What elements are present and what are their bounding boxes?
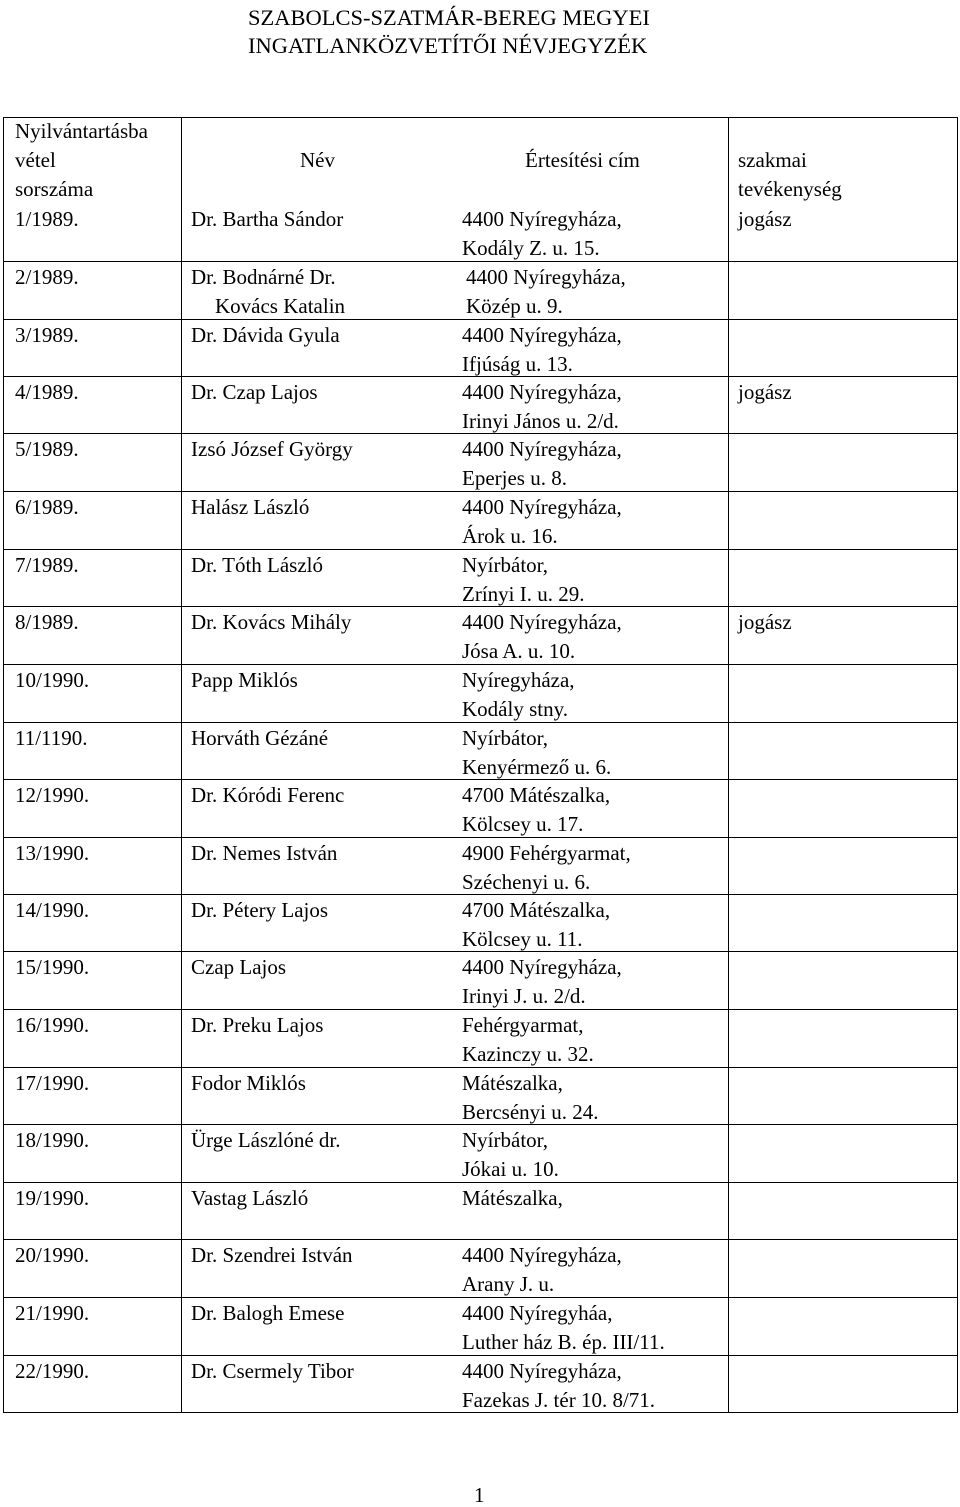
row-number: 17/1990. — [15, 1071, 90, 1095]
row-divider — [4, 1297, 957, 1298]
row-divider — [4, 376, 957, 377]
row-address: 4400 Nyíregyháza, — [462, 610, 622, 634]
row-profession: jogász — [738, 207, 792, 231]
row-address: Irinyi János u. 2/d. — [462, 409, 619, 433]
row-number: 19/1990. — [15, 1186, 90, 1210]
row-divider — [4, 549, 957, 550]
row-divider — [4, 664, 957, 665]
row-divider — [4, 319, 957, 320]
row-divider — [4, 951, 957, 952]
row-address: Nyíregyháza, — [462, 668, 575, 692]
row-address: Ifjúság u. 13. — [462, 352, 573, 376]
row-divider — [4, 1182, 957, 1183]
row-number: 15/1990. — [15, 955, 90, 979]
row-number: 21/1990. — [15, 1301, 90, 1325]
row-divider — [4, 779, 957, 780]
row-number: 10/1990. — [15, 668, 90, 692]
row-name: Czap Lajos — [191, 955, 287, 979]
row-divider — [4, 433, 957, 434]
row-address: Arany J. u. — [462, 1272, 555, 1296]
row-divider — [4, 1124, 957, 1125]
row-divider — [4, 1355, 957, 1356]
row-address: Nyírbátor, — [462, 726, 549, 750]
row-number: 8/1989. — [15, 610, 79, 634]
row-name: Dr. Tóth László — [191, 553, 324, 577]
row-number: 18/1990. — [15, 1128, 90, 1152]
row-name: Ürge Lászlóné dr. — [191, 1128, 341, 1152]
row-number: 16/1990. — [15, 1013, 90, 1037]
row-address: 4400 Nyíregyháza, — [462, 207, 622, 231]
row-name: Dr. Kovács Mihály — [191, 610, 352, 634]
row-profession: jogász — [738, 610, 792, 634]
row-name: Dr. Bartha Sándor — [191, 207, 344, 231]
row-name: Papp Miklós — [191, 668, 298, 692]
row-divider — [4, 1067, 957, 1068]
row-address: 4900 Fehérgyarmat, — [462, 841, 631, 865]
header-registration-number: Nyilvántartásba — [15, 119, 148, 143]
page-title — [248, 4, 650, 60]
row-address: Bercsényi u. 24. — [462, 1100, 599, 1124]
row-address: 4700 Mátészalka, — [462, 783, 611, 807]
row-name: Dr. Preku Lajos — [191, 1013, 324, 1037]
row-name: Dr. Kóródi Ferenc — [191, 783, 345, 807]
registry-table — [3, 117, 958, 1413]
row-number: 13/1990. — [15, 841, 90, 865]
title-line-1: SZABOLCS-SZATMÁR-BEREG MEGYEI — [248, 5, 650, 30]
row-number: 22/1990. — [15, 1359, 90, 1383]
row-number: 2/1989. — [15, 265, 79, 289]
row-address: Luther ház B. ép. III/11. — [462, 1330, 665, 1354]
row-address: Széchenyi u. 6. — [462, 870, 591, 894]
row-address: Kazinczy u. 32. — [462, 1042, 594, 1066]
row-name: Dr. Csermely Tibor — [191, 1359, 354, 1383]
header-address: Értesítési cím — [525, 148, 640, 172]
row-address: Fehérgyarmat, — [462, 1013, 584, 1037]
row-address: Nyírbátor, — [462, 553, 549, 577]
row-address: Irinyi J. u. 2/d. — [462, 984, 586, 1008]
row-number: 14/1990. — [15, 898, 90, 922]
row-divider — [4, 1239, 957, 1240]
header-name: Név — [300, 148, 335, 172]
row-number: 20/1990. — [15, 1243, 90, 1267]
row-address: 4400 Nyíregyháza, — [462, 1243, 622, 1267]
row-address: 4700 Mátészalka, — [462, 898, 611, 922]
row-address: Kölcsey u. 17. — [462, 812, 584, 836]
row-address: Kölcsey u. 11. — [462, 927, 583, 951]
row-address: Kenyérmező u. 6. — [462, 755, 612, 779]
row-address: Mátészalka, — [462, 1186, 563, 1210]
row-name: Horváth Gézáné — [191, 726, 329, 750]
row-address: Fazekas J. tér 10. 8/71. — [462, 1388, 656, 1412]
row-name: Vastag László — [191, 1186, 309, 1210]
header-registration-number: sorszáma — [15, 177, 94, 201]
row-name: Dr. Szendrei István — [191, 1243, 353, 1267]
header-registration-number: vétel — [15, 148, 56, 172]
row-divider — [4, 261, 957, 262]
row-name: Dr. Czap Lajos — [191, 380, 318, 404]
row-name: Izsó József György — [191, 437, 353, 461]
row-address: 4400 Nyíregyháza, — [466, 265, 626, 289]
row-address: Jósa A. u. 10. — [462, 639, 576, 663]
row-divider — [4, 722, 957, 723]
row-number: 4/1989. — [15, 380, 79, 404]
page-number: 1 — [474, 1483, 485, 1507]
header-profession: tevékenység — [738, 177, 842, 201]
row-address: Zrínyi I. u. 29. — [462, 582, 585, 606]
row-address: Jókai u. 10. — [462, 1157, 559, 1181]
row-divider — [4, 837, 957, 838]
row-profession: jogász — [738, 380, 792, 404]
row-name: Dr. Nemes István — [191, 841, 338, 865]
row-name: Fodor Miklós — [191, 1071, 306, 1095]
row-address: 4400 Nyíregyháza, — [462, 495, 622, 519]
row-address: 4400 Nyíregyháza, — [462, 323, 622, 347]
row-divider — [4, 491, 957, 492]
row-address: 4400 Nyíregyháa, — [462, 1301, 613, 1325]
row-address: Közép u. 9. — [466, 294, 563, 318]
row-name: Dr. Pétery Lajos — [191, 898, 329, 922]
row-name: Dr. Bodnárné Dr. — [191, 265, 336, 289]
row-name: Halász László — [191, 495, 310, 519]
row-number: 1/1989. — [15, 207, 79, 231]
row-divider — [4, 606, 957, 607]
row-address: Kodály stny. — [462, 697, 568, 721]
row-number: 3/1989. — [15, 323, 79, 347]
row-name: Dr. Dávida Gyula — [191, 323, 340, 347]
row-name: Kovács Katalin — [215, 294, 346, 318]
row-number: 11/1190. — [15, 726, 88, 750]
row-number: 12/1990. — [15, 783, 90, 807]
header-profession: szakmai — [738, 148, 807, 172]
column-divider — [728, 118, 729, 1412]
row-address: Nyírbátor, — [462, 1128, 549, 1152]
row-address: 4400 Nyíregyháza, — [462, 955, 622, 979]
row-address: Árok u. 16. — [462, 524, 558, 548]
row-divider — [4, 1009, 957, 1010]
row-address: Mátészalka, — [462, 1071, 563, 1095]
row-number: 7/1989. — [15, 553, 79, 577]
row-number: 5/1989. — [15, 437, 79, 461]
row-address: Eperjes u. 8. — [462, 466, 567, 490]
row-divider — [4, 894, 957, 895]
title-line-2: INGATLANKÖZVETÍTŐI NÉVJEGYZÉK — [248, 33, 648, 58]
row-address: 4400 Nyíregyháza, — [462, 380, 622, 404]
row-address: 4400 Nyíregyháza, — [462, 437, 622, 461]
row-name: Dr. Balogh Emese — [191, 1301, 345, 1325]
column-divider — [181, 118, 182, 1412]
row-address: 4400 Nyíregyháza, — [462, 1359, 622, 1383]
row-number: 6/1989. — [15, 495, 79, 519]
row-address: Kodály Z. u. 15. — [462, 236, 600, 260]
